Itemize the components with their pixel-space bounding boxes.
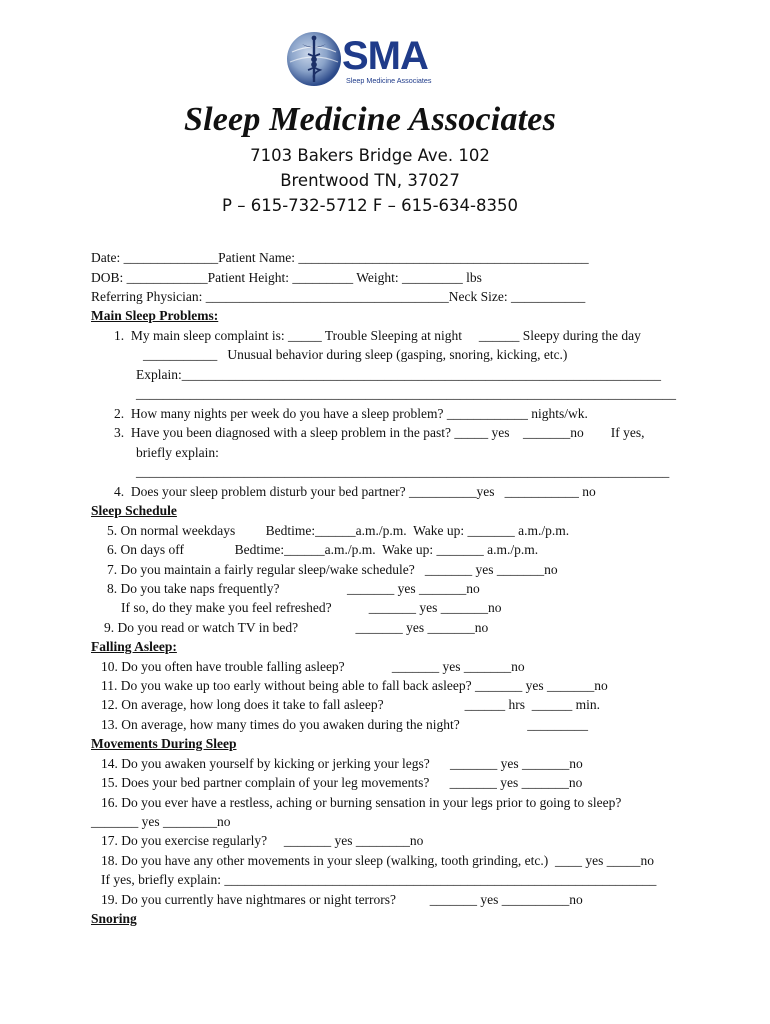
section-heading-snoring: Snoring — [91, 911, 137, 926]
question-8[interactable]: 8. Do you take naps frequently? _______ yes _______no — [107, 581, 480, 596]
section-heading-movements-during-sleep: Movements During Sleep — [91, 736, 237, 751]
question-16: 16. Do you ever have a restless, aching or burning sensation in your legs prior to going to sleep? — [101, 795, 622, 810]
org-name: Sleep Medicine Associates — [183, 101, 557, 138]
question-5[interactable]: 5. On normal weekdays Bedtime:______a.m./p.m. Wake up: _______ a.m./p.m. — [107, 523, 570, 538]
question-19[interactable]: 19. Do you currently have nightmares or night terrors? _______ yes __________no — [101, 892, 583, 907]
question-7[interactable]: 7. Do you maintain a fairly regular sleep/wake schedule? _______ yes _______no — [107, 562, 558, 577]
section-heading-falling-asleep: Falling Asleep: — [91, 639, 177, 654]
question-18-explain[interactable]: If yes, briefly explain: ________________________________________________________________ — [101, 872, 657, 887]
question-14[interactable]: 14. Do you awaken yourself by kicking or jerking your legs? _______ yes _______no — [101, 756, 583, 771]
question-1[interactable]: 1. My main sleep complaint is: _____ Trouble Sleeping at night ______ Sleepy during the day — [114, 328, 641, 343]
question-15[interactable]: 15. Does your bed partner complain of your leg movements? _______ yes _______no — [101, 775, 583, 790]
question-17[interactable]: 17. Do you exercise regularly? _______ yes ________no — [101, 833, 424, 848]
explain-line-2[interactable]: ________________________________________________________________________________ — [136, 386, 676, 401]
question-12[interactable]: 12. On average, how long does it take to fall asleep? ______ hrs ______ min. — [101, 697, 601, 712]
address-line-2: Brentwood TN, 37027 — [280, 171, 460, 190]
question-1-continued[interactable]: ___________ Unusual behavior during sleep (gasping, snoring, kicking, etc.) — [143, 347, 568, 362]
section-heading-sleep-schedule: Sleep Schedule — [91, 503, 177, 518]
question-6[interactable]: 6. On days off Bedtime:______a.m./p.m. Wake up: _______ a.m./p.m. — [107, 542, 539, 557]
question-11[interactable]: 11. Do you wake up too early without being able to fall back asleep? _______ yes _______no — [101, 678, 608, 693]
question-16-answer[interactable]: _______ yes ________no — [91, 814, 231, 829]
question-2[interactable]: 2. How many nights per week do you have a sleep problem? ____________ nights/wk. — [114, 406, 588, 421]
logo-text: SMA — [342, 34, 428, 78]
dob-height-weight-line[interactable]: DOB: ____________Patient Height: _________ Weight: _________ lbs — [91, 270, 482, 285]
question-3-briefly-explain: briefly explain: — [136, 445, 219, 460]
question-13[interactable]: 13. On average, how many times do you awaken during the night? _________ — [101, 717, 589, 732]
explain-line[interactable]: Explain:_______________________________________________________________________ — [136, 367, 661, 382]
question-18[interactable]: 18. Do you have any other movements in your sleep (walking, tooth grinding, etc.) ____ yes _____no — [101, 853, 655, 868]
logo-subtext: Sleep Medicine Associates — [346, 76, 432, 85]
question-4[interactable]: 4. Does your sleep problem disturb your bed partner? __________yes ___________ no — [114, 484, 596, 499]
date-patient-name-line[interactable]: Date: ______________Patient Name: ___________________________________________ — [91, 250, 589, 265]
question-9[interactable]: 9. Do you read or watch TV in bed? _______ yes _______no — [104, 620, 489, 635]
question-3-explain-line[interactable]: _______________________________________________________________________________ — [136, 464, 670, 479]
section-heading-main-sleep-problems: Main Sleep Problems: — [91, 308, 219, 323]
question-3[interactable]: 3. Have you been diagnosed with a sleep problem in the past? _____ yes _______no If yes, — [114, 425, 645, 440]
question-8-followup[interactable]: If so, do they make you feel refreshed? _______ yes _______no — [121, 600, 502, 615]
phone-fax-line: P – 615-732-5712 F – 615-634-8350 — [222, 196, 518, 215]
address-line-1: 7103 Bakers Bridge Ave. 102 — [250, 146, 490, 165]
referring-physician-line[interactable]: Referring Physician: ____________________________________Neck Size: ___________ — [91, 289, 586, 304]
question-10[interactable]: 10. Do you often have trouble falling asleep? _______ yes _______no — [101, 659, 525, 674]
